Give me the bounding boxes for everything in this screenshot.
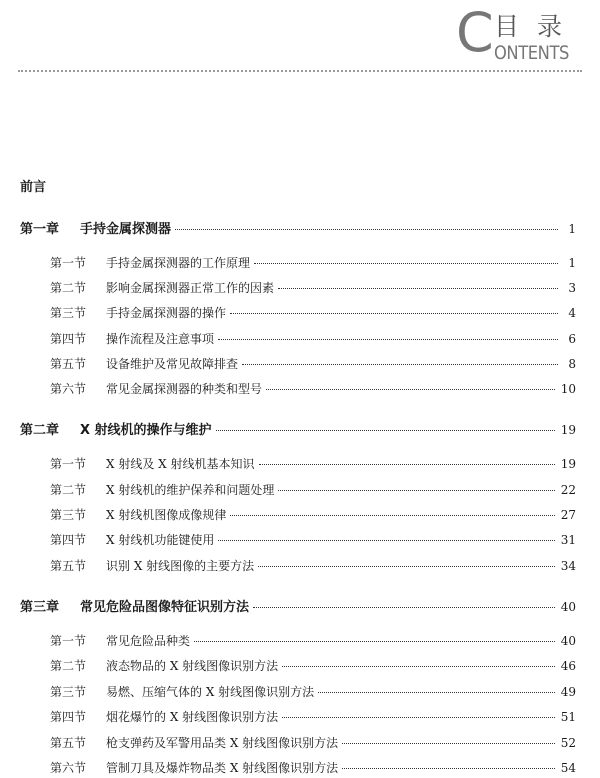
dot-leader (282, 717, 555, 718)
chapter-title: 手持金属探测器 (80, 222, 172, 237)
section-title: 手持金属探测器的工作原理 (106, 256, 251, 270)
section-title: 管制刀具及爆炸物品类 X 射线图像识别方法 (106, 761, 339, 775)
section-number: 第五节 (50, 736, 87, 750)
header-title-english: ONTENTS (494, 42, 569, 64)
toc-section-row[interactable] (50, 759, 576, 776)
toc-chapter-row[interactable] (20, 419, 576, 438)
section-number: 第一节 (50, 634, 87, 648)
section-number: 第三节 (50, 685, 87, 699)
toc-section-row[interactable] (50, 531, 576, 548)
toc-chapter-row[interactable] (20, 596, 576, 615)
chapter-number: 第二章 (20, 423, 60, 438)
section-title: X 射线机的维护保养和问题处理 (106, 483, 275, 497)
header-letter-c: C (456, 1, 493, 64)
page-number: 51 (560, 710, 576, 724)
dot-leader (194, 641, 555, 642)
section-title: 手持金属探测器的操作 (106, 306, 227, 320)
toc-section-row[interactable] (50, 506, 576, 523)
page-header (0, 0, 600, 75)
dot-leader (175, 229, 558, 230)
section-number: 第二节 (50, 281, 87, 295)
section-title: X 射线机功能键使用 (106, 533, 215, 547)
section-number: 第六节 (50, 761, 87, 775)
section-title: X 射线机图像成像规律 (106, 508, 227, 522)
section-title: 枪支弹药及军警用品类 X 射线图像识别方法 (106, 736, 339, 750)
toc-section-row[interactable] (50, 455, 576, 472)
page-number: 40 (560, 634, 576, 648)
dot-leader (218, 540, 554, 541)
page-number: 34 (560, 559, 576, 573)
dot-leader (253, 607, 555, 608)
dot-leader (230, 313, 558, 314)
toc-section-row[interactable] (50, 632, 576, 649)
section-title: 液态物品的 X 射线图像识别方法 (106, 659, 279, 673)
page-number: 19 (560, 457, 576, 471)
page-number: 3 (568, 281, 576, 295)
section-number: 第四节 (50, 533, 87, 547)
page-number: 10 (560, 382, 576, 396)
dot-leader (266, 389, 555, 390)
toc-section-row[interactable] (50, 304, 576, 321)
page-number: 31 (560, 533, 576, 547)
section-number: 第一节 (50, 457, 87, 471)
toc-chapter-row[interactable] (20, 218, 576, 237)
toc-section-row[interactable] (50, 279, 576, 296)
page-number: 46 (560, 659, 576, 673)
page-number: 8 (568, 357, 576, 371)
dot-leader (278, 490, 554, 491)
dot-leader (258, 566, 555, 567)
chapter-number: 第一章 (20, 222, 60, 237)
toc-section-row[interactable] (50, 254, 576, 271)
page-number: 6 (568, 332, 576, 346)
page-number: 22 (560, 483, 576, 497)
dot-leader (318, 692, 555, 693)
toc-section-row[interactable] (50, 657, 576, 674)
section-title: 识别 X 射线图像的主要方法 (106, 559, 255, 573)
section-number: 第四节 (50, 710, 87, 724)
toc-section-row[interactable] (50, 330, 576, 347)
toc-preface[interactable]: 前言 (20, 180, 47, 195)
page-number: 19 (560, 423, 576, 437)
dot-leader (282, 666, 555, 667)
header-dotted-rule (18, 70, 582, 72)
section-number: 第一节 (50, 256, 87, 270)
section-title: X 射线及 X 射线机基本知识 (106, 457, 255, 471)
dot-leader (254, 263, 558, 264)
section-number: 第五节 (50, 559, 87, 573)
dot-leader (342, 743, 555, 744)
dot-leader (259, 464, 555, 465)
section-number: 第二节 (50, 483, 87, 497)
toc-section-row[interactable] (50, 481, 576, 498)
section-number: 第五节 (50, 357, 87, 371)
section-number: 第三节 (50, 306, 87, 320)
chapter-title: X 射线机的操作与维护 (80, 423, 212, 438)
chapter-number: 第三章 (20, 600, 60, 615)
section-title: 操作流程及注意事项 (106, 332, 215, 346)
page-number: 49 (560, 685, 576, 699)
dot-leader (230, 515, 554, 516)
toc-section-row[interactable] (50, 380, 576, 397)
section-number: 第四节 (50, 332, 87, 346)
page-number: 1 (568, 256, 576, 270)
dot-leader (216, 430, 555, 431)
section-title: 常见危险品种类 (106, 634, 191, 648)
section-number: 第三节 (50, 508, 87, 522)
page-number: 52 (560, 736, 576, 750)
section-title: 影响金属探测器正常工作的因素 (106, 281, 275, 295)
page-number: 54 (560, 761, 576, 775)
page-number: 40 (560, 600, 576, 614)
header-title-chinese: 目录 (494, 12, 581, 41)
dot-leader (342, 768, 555, 769)
section-title: 设备维护及常见故障排查 (106, 357, 239, 371)
toc-section-row[interactable] (50, 708, 576, 725)
dot-leader (242, 364, 558, 365)
dot-leader (278, 288, 558, 289)
dot-leader (218, 339, 558, 340)
section-number: 第二节 (50, 659, 87, 673)
toc-section-row[interactable] (50, 557, 576, 574)
section-title: 常见金属探测器的种类和型号 (106, 382, 263, 396)
section-title: 易燃、压缩气体的 X 射线图像识别方法 (106, 685, 315, 699)
toc-section-row[interactable] (50, 734, 576, 751)
section-number: 第六节 (50, 382, 87, 396)
toc-section-row[interactable] (50, 683, 576, 700)
section-title: 烟花爆竹的 X 射线图像识别方法 (106, 710, 279, 724)
chapter-title: 常见危险品图像特征识别方法 (80, 600, 250, 615)
page-number: 27 (560, 508, 576, 522)
toc-section-row[interactable] (50, 355, 576, 372)
page-number: 1 (568, 222, 576, 236)
page-number: 4 (568, 306, 576, 320)
